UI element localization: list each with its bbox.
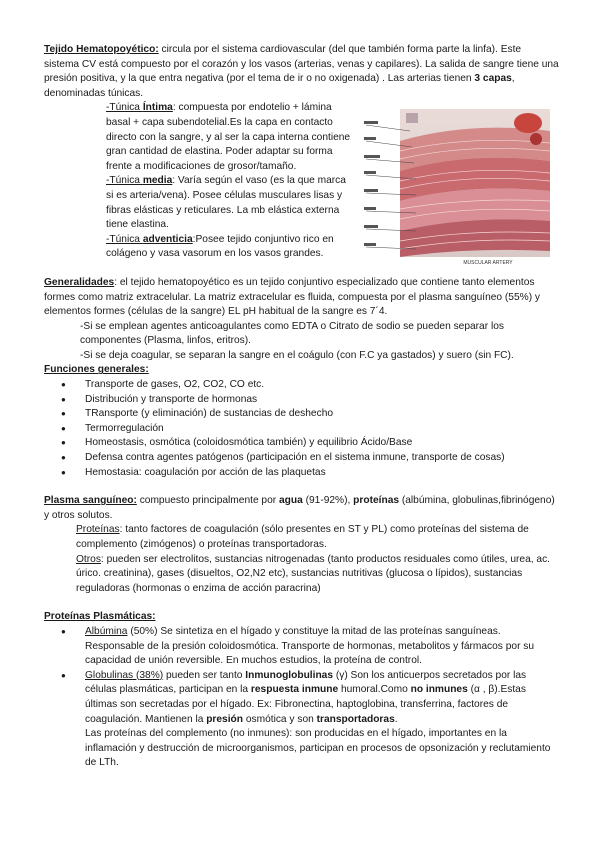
generalidades-note-2: -Si se deja coagular, se separan la sangre en el coágulo (con F.C ya gastados) y suero (sin FC). [80,349,514,361]
generalidades-section [44,276,559,364]
tunica-media: -Túnica media: Varía según el vaso (es la que marca si es arteria/vena). Posee células musculares lisas y fibras elásticas y reticulares. La mb elástica externa tiene elastina. [106,175,346,231]
list-item: ● Transporte de gases, O2, CO2, CO etc. [44,378,559,393]
proteinas-complemento: Las proteínas del complemento (no inmunes): son producidas en el hígado, importantes en la inflamación y destrucción de microorganismos, participan en procesos de opsonización y reclutamiento de LTh. [85,728,551,769]
document-page [44,43,559,771]
generalidades-paragraph: Generalidades: el tejido hematopoyético es un tejido conjuntivo especializado que contiene tanto elementos formes como matriz extracelular. La matriz extracelular es fluida, compuesta por el plasma sanguíneo (55%) y elementos formes (células de la sangre) EL pH habitual de la sangre es 7´4. [44,276,541,318]
plasma-proteinas: Proteínas: tanto factores de coagulación (sólo presentes en ST y PL) como proteínas del sistema de complemento (zimógenos) o proteínas transportadoras. [76,524,529,550]
artery-histology-image [360,101,556,266]
list-item: ● Homeostasis, osmótica (coloidosmótica también) y equilibrio Ácido/Base [44,436,559,451]
proteinas-list [44,625,559,727]
intro-paragraph: Tejido Hematopoyético: circula por el sistema cardiovascular (del que también forma parte la linfa). Este sistema CV está compuesto por el corazón y los vasos (arterias, venas y capilares). La salida de sangre tiene una presión positiva, y la que entra negativa (por el tema de ir o no oxigenada) . Las arterias tienen 3 capas, denominadas túnicas. [44,44,559,99]
list-item-globulinas: ● Globulinas (38%) pueden ser tanto Inmunoglobulinas (γ) Son los anticuerpos secretados por las células plasmáticas, participan en la respuesta inmune humoral.Como no inmunes (α , β).Estas últimas son secretadas por el hígado. Ex: Fibronectina, haptoglobina, transferrina, factores de coagulación. Mantienen la presión osmótica y son transportadoras. [44,669,559,727]
list-item: ● Hemostasia: coagulación por acción de las plaquetas [44,466,559,481]
generalidades-note-1: -Si se emplean agentes anticoagulantes como EDTA o Citrato de sodio se pueden separar los componentes (Plasma, linfos, eritros). [80,320,504,347]
figure-caption: MUSCULAR ARTERY [463,260,513,266]
plasma-section [44,494,559,596]
list-item: ● TRansporte (y eliminación) de sustancias de deshecho [44,407,559,422]
tunica-intima: -Túnica Íntima: compuesta por endotelio + lámina basal + capa subendotelial.Es la capa en contacto directo con la sangre, y al ser la capa interna contiene gran cantidad de elastina. Poder adaptar su forma frente a modificaciones de grosor/tamaño. [106,102,351,172]
proteinas-section [44,610,559,771]
list-item-albumina: ● Albúmina (50%) Se sintetiza en el hígado y constituye la mitad de las proteínas sanguíneas. Responsable de la presión coloidosmótica. Transporte de hormonas, metabolitos y fármacos por su capacidad de unión reversible. En muchos estudios, la proteína de control. [44,625,559,669]
plasma-otros: Otros: pueden ser electrolitos, sustancias nitrogenadas (tanto productos residuales como útiles, urea, ac. úrico. creatinina), gases (disueltos, O2,N2 etc), sustancias nutritivas (glucosa o lípidos), sustancias reguladoras (hormonas o enzima de acción paracrina) [76,553,550,594]
section-title-proteinas: Proteínas Plasmáticas: [44,611,156,623]
section-title-tejido: Tejido Hematopoyético: [44,44,159,55]
section-title-plasma: Plasma sanguíneo: [44,495,137,507]
list-item: ● Termorregulación [44,422,559,437]
section-title-generalidades: Generalidades [44,276,115,288]
section-title-funciones: Funciones generales: [44,364,149,376]
list-item: ● Defensa contra agentes patógenos (participación en el sistema inmune, transporte de cosas) [44,451,559,466]
plasma-paragraph: Plasma sanguíneo: compuesto principalmente por agua (91-92%), proteínas (albúmina, globulinas,fibrinógeno) y otros solutos. [44,495,555,521]
tunica-adventicia: -Túnica adventicia:Posee tejido conjuntivo rico en colágeno y vasa vasorum en los vasos grandes. [106,233,334,260]
intro-section [44,43,559,266]
funciones-list [44,378,559,480]
tunica-list [106,101,352,262]
list-item: ● Distribución y transporte de hormonas [44,393,559,408]
funciones-section [44,363,559,480]
